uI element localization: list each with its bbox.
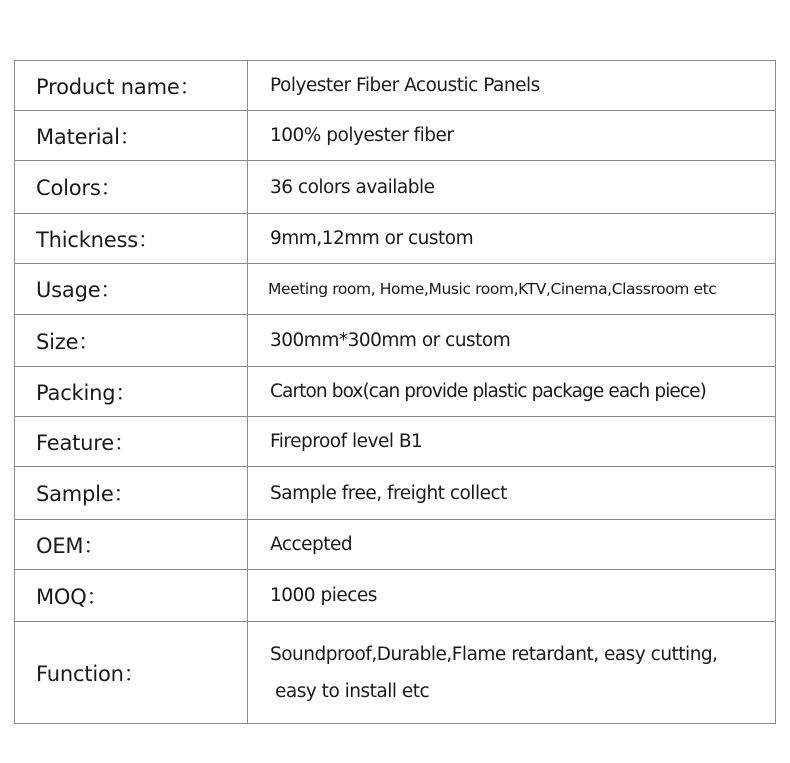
table-row bbox=[15, 520, 776, 570]
function-line-2: easy to install etc bbox=[275, 680, 430, 702]
table-row bbox=[15, 264, 776, 315]
row-label: Colors： bbox=[15, 161, 248, 214]
table-row bbox=[15, 417, 776, 467]
table-row bbox=[15, 111, 776, 161]
function-line-1: Soundproof,Durable,Flame retardant, easy cutting, bbox=[270, 643, 718, 665]
row-label: MOQ： bbox=[15, 570, 248, 622]
row-label: Size： bbox=[15, 315, 248, 367]
row-label: Function： bbox=[15, 622, 248, 724]
row-label: Feature： bbox=[15, 417, 248, 467]
table-row bbox=[15, 467, 776, 520]
row-label: Usage： bbox=[15, 264, 248, 315]
row-label: Thickness： bbox=[15, 214, 248, 264]
table-row bbox=[15, 315, 776, 367]
row-value: 36 colors available bbox=[248, 161, 776, 214]
table-row bbox=[15, 622, 776, 724]
row-value: Carton box(can provide plastic package each piece) bbox=[248, 367, 776, 417]
row-label: Material： bbox=[15, 111, 248, 161]
product-spec-table bbox=[14, 60, 776, 724]
row-value: Meeting room, Home,Music room,KTV,Cinema,Classroom etc bbox=[248, 264, 776, 315]
row-value: 100% polyester fiber bbox=[248, 111, 776, 161]
row-value: Fireproof level B1 bbox=[248, 417, 776, 467]
table-row bbox=[15, 367, 776, 417]
row-value: 300mm*300mm or custom bbox=[248, 315, 776, 367]
row-value: 1000 pieces bbox=[248, 570, 776, 622]
table-row bbox=[15, 161, 776, 214]
table-row bbox=[15, 214, 776, 264]
row-value-multiline bbox=[248, 622, 776, 724]
row-label: Packing： bbox=[15, 367, 248, 417]
row-value: Sample free, freight collect bbox=[248, 467, 776, 520]
row-label: OEM： bbox=[15, 520, 248, 570]
row-label: Product name： bbox=[15, 61, 248, 111]
row-value: Accepted bbox=[248, 520, 776, 570]
table-row bbox=[15, 61, 776, 111]
row-label: Sample： bbox=[15, 467, 248, 520]
row-value: Polyester Fiber Acoustic Panels bbox=[248, 61, 776, 111]
row-value: 9mm,12mm or custom bbox=[248, 214, 776, 264]
table-row bbox=[15, 570, 776, 622]
